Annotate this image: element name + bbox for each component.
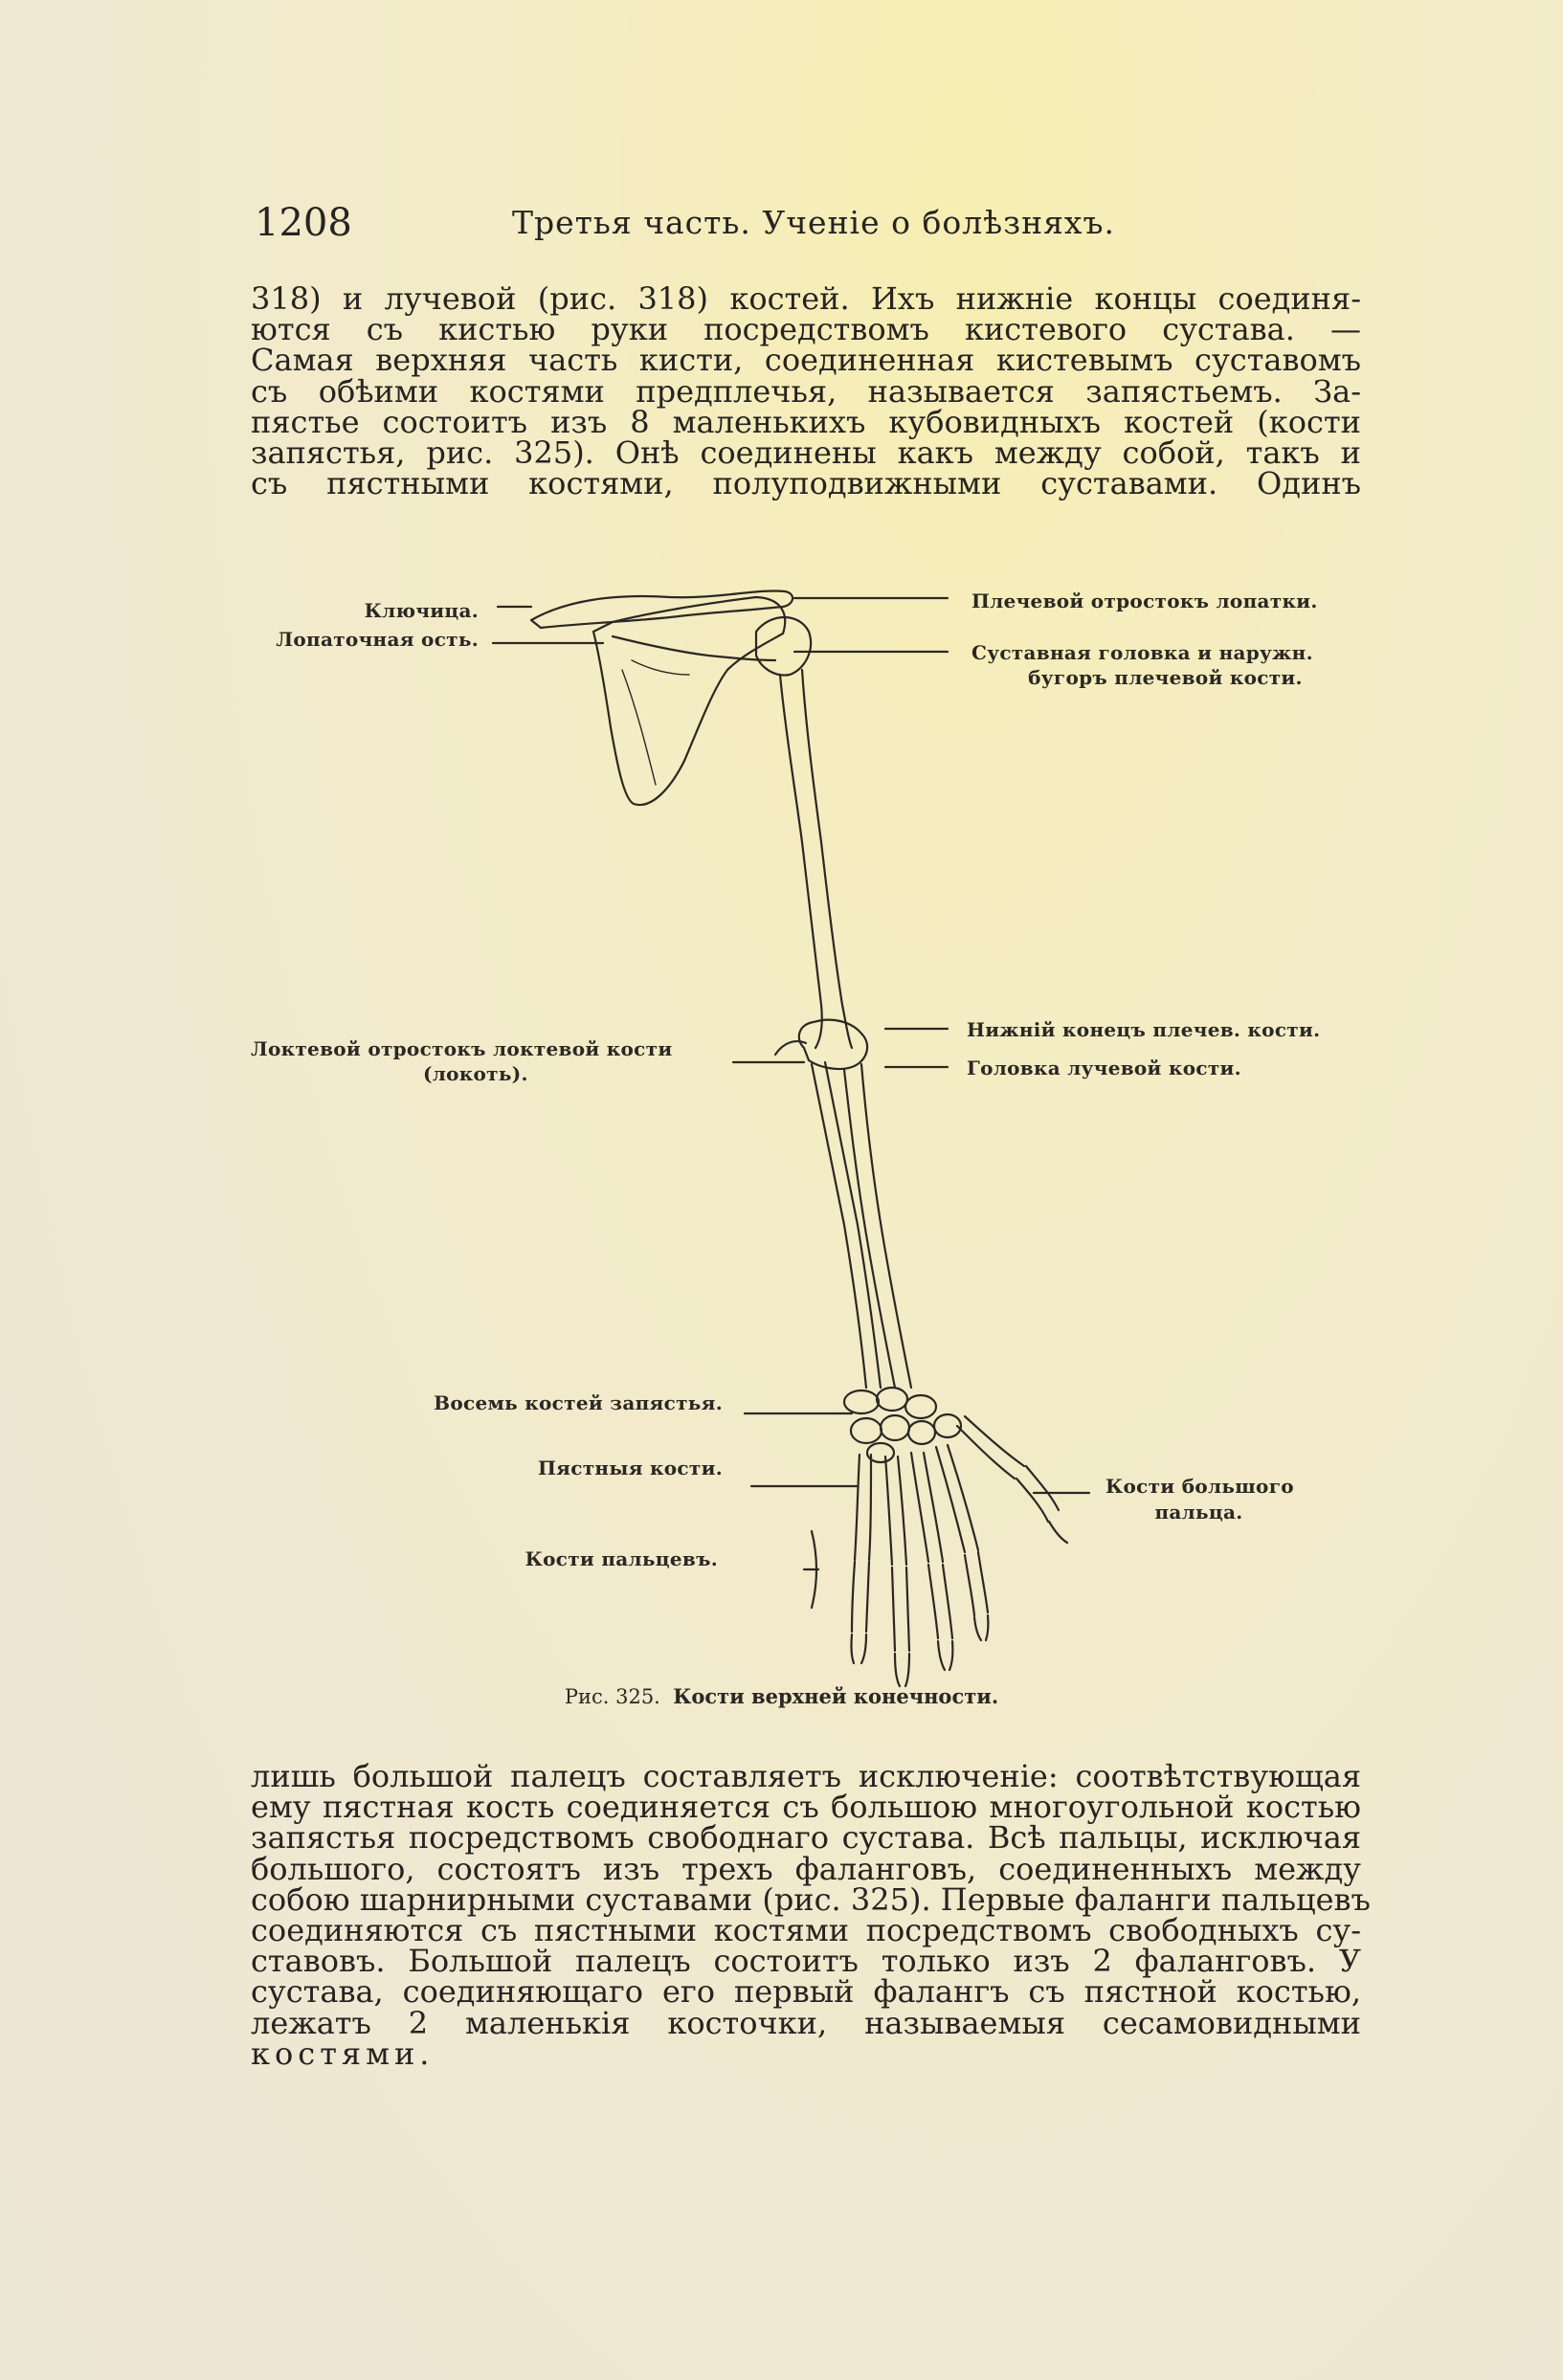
clavicle [531, 590, 793, 628]
label-radius-head: Головка лучевой кости. [967, 1057, 1241, 1079]
label-humerus-lower-end: Нижній конецъ плечев. кости. [967, 1018, 1321, 1041]
text-line: пястье состоитъ изъ 8 маленькихъ кубовидныхъ костей (кости [251, 403, 1361, 440]
figure-caption [0, 1684, 1563, 1708]
text-line: Самая верхняя часть кисти, соединенная кистевымъ суставомъ [251, 342, 1361, 379]
text-line: съ обѣими костями предплечья, называется запястьемъ. За- [251, 372, 1361, 410]
text-line: лежатъ 2 маленькія косточки, называемыя сесамовидными [251, 2004, 1361, 2041]
text-line: большого, состоятъ изъ трехъ фаланговъ, соединенныхъ между [251, 1850, 1361, 1887]
paragraph-bottom [251, 1758, 1371, 2072]
label-olecranon-1: Локтевой отростокъ локтевой кости [251, 1037, 673, 1060]
radius [844, 1064, 911, 1388]
text-line: сустава, соединяющаго его первый фалангъ съ пястной костью, [251, 1973, 1361, 2011]
paragraph-top [251, 280, 1361, 502]
text-line: съ пястными костями, полуподвижными суставами. Одинъ [251, 465, 1361, 502]
running-head: Третья часть. Ученіе о болѣзняхъ. [512, 204, 1115, 241]
humerus [780, 670, 852, 1048]
text-line: соединяются съ пястными костями посредствомъ свободныхъ су- [251, 1912, 1361, 1949]
label-humeral-head-1: Суставная головка и наружн. [971, 641, 1313, 664]
thumb-bones [957, 1416, 1067, 1543]
label-carpal-bones: Восемь костей запястья. [434, 1391, 723, 1414]
text-line: запястья посредствомъ свободнаго сустава. Всѣ пальцы, исключая [251, 1819, 1361, 1857]
scapula [593, 597, 785, 805]
label-olecranon-2: (локоть). [423, 1062, 528, 1085]
text-line: собою шарнирными суставами (рис. 325). Первые фаланги пальцевъ [251, 1880, 1371, 1918]
label-thumb-bones-2: пальца. [1154, 1501, 1243, 1524]
text-line: ются съ кистью руки посредствомъ кистевого сустава. — [251, 311, 1361, 348]
caption-title: Кости верхней конечности. [673, 1684, 999, 1708]
elbow-joint [799, 1020, 867, 1069]
ulna [812, 1062, 881, 1388]
text-line: запястья, рис. 325). Онѣ соединены какъ между собой, такъ и [251, 434, 1361, 472]
humeral-head [756, 617, 811, 676]
label-clavicle: Ключица. [364, 599, 479, 622]
carpal-bones [844, 1388, 961, 1462]
label-scapular-spine: Лопаточная ость. [276, 628, 479, 651]
label-acromion: Плечевой отростокъ лопатки. [971, 589, 1318, 612]
caption-prefix: Рис. 325. [564, 1685, 660, 1708]
label-finger-bones: Кости пальцевъ. [525, 1547, 718, 1570]
label-humeral-head-2: бугоръ плечевой кости. [1028, 666, 1303, 689]
finger-phalanges [851, 1552, 988, 1686]
page-number: 1208 [255, 201, 352, 245]
text-line: ставовъ. Большой палецъ состоитъ только изъ 2 фаланговъ. У [251, 1943, 1361, 1980]
metacarpal-bones [855, 1445, 978, 1565]
text-line: 318) и лучевой (рис. 318) костей. Ихъ нижніе концы соединя- [251, 280, 1361, 317]
label-metacarpals: Пястныя кости. [537, 1457, 723, 1479]
text-line: костями. [251, 2035, 435, 2072]
text-line: ему пястная кость соединяется съ большою многоугольной костью [251, 1789, 1361, 1826]
text-line: лишь большой палецъ составляетъ исключеніе: соотвѣтствующая [251, 1758, 1361, 1794]
label-thumb-bones-1: Кости большого [1105, 1475, 1294, 1498]
